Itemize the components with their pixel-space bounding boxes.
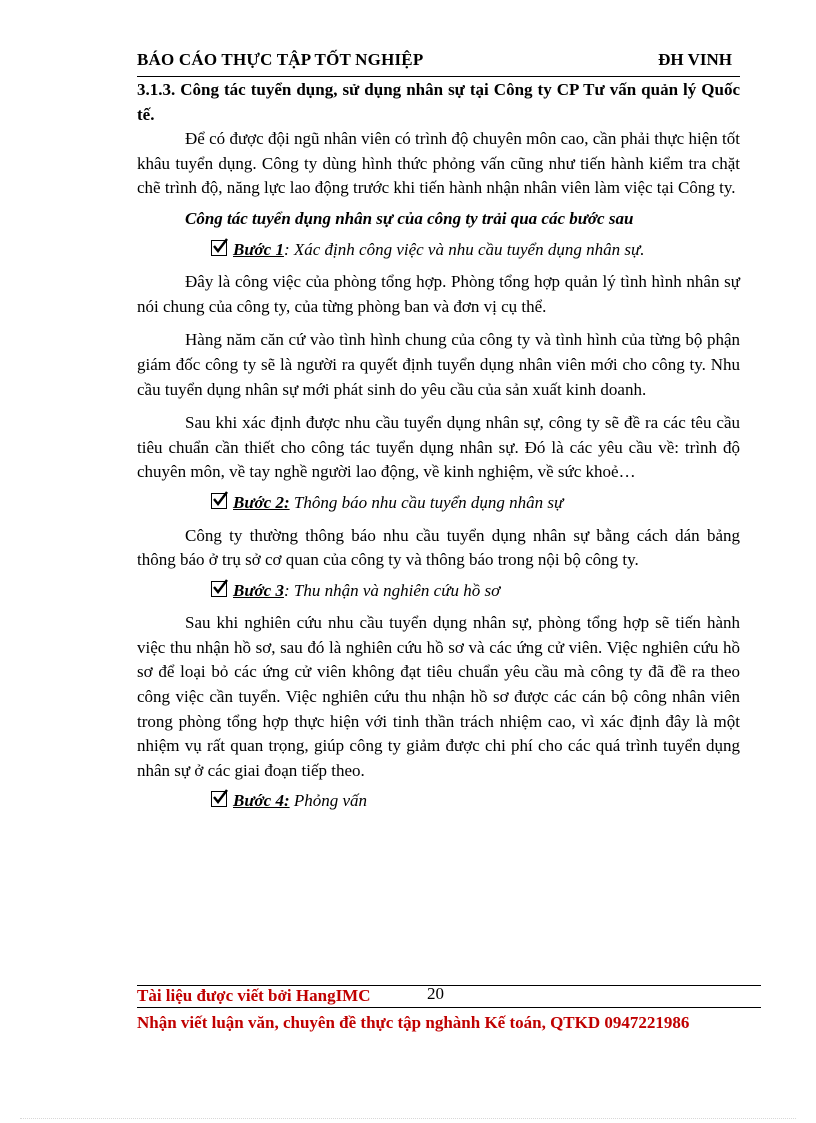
step-separator: : bbox=[283, 239, 290, 259]
steps-subtitle: Công tác tuyển dụng nhân sự của công ty trải qua các bước sau bbox=[185, 208, 634, 228]
paragraph: Đây là công việc của phòng tổng hợp. Phòng tổng hợp quản lý tình hình nhân sự nói chung của công ty, của từng phòng ban và đơn vị cụ thể. bbox=[137, 272, 740, 316]
section-title: 3.1.3. Công tác tuyển dụng, sử dụng nhân sự tại Công ty CP Tư vấn quản lý Quốc tế. bbox=[137, 80, 740, 124]
paragraph: Sau khi nghiên cứu nhu cầu tuyển dụng nhân sự, phòng tổng hợp sẽ tiến hành việc thu nhận hồ sơ, sau đó là nghiên cứu hồ sơ và các ứng cử viên. Việc nghiên cứu hồ sơ để loại bỏ các ứng cử viên không đạt tiêu chuẩn yêu cầu mà công ty đã đề ra theo công việc cần tuyển. Việc nghiên cứu thu nhận hồ sơ được các cán bộ công nhân viên trong phòng tổng hợp thực hiện với tinh thần trách nhiệm cao, vì xác định đây là một nhiệm vụ rất quan trọng, giúp công ty giảm được chi phí cho các quá trình tuyển dụng nhân sự ở các giai đoạn tiếp theo. bbox=[137, 613, 740, 780]
step-3-heading bbox=[137, 579, 740, 604]
step-text: Thu nhận và nghiên cứu hồ sơ bbox=[289, 580, 501, 600]
footer-advert: Nhận viết luận văn, chuyên đề thực tập nghành Kế toán, QTKD 0947221986 bbox=[137, 1013, 690, 1032]
step-4-heading bbox=[137, 789, 740, 814]
step-separator: : bbox=[283, 580, 290, 600]
report-title: BÁO CÁO THỰC TẬP TỐT NGHIỆP bbox=[137, 50, 424, 69]
footer-divider-bottom bbox=[137, 1007, 761, 1008]
step-label: Bước 1 bbox=[233, 239, 284, 259]
paragraph: Hàng năm căn cứ vào tình hình chung của công ty và tình hình của từng bộ phận giám đốc công ty sẽ là người ra quyết định tuyển dụng nhân viên mới cho công ty. Nhu cầu tuyển dụng nhân sự mới phát sinh do yêu cầu của sản xuất kinh doanh. bbox=[137, 330, 740, 399]
intro-paragraph: Để có được đội ngũ nhân viên có trình độ chuyên môn cao, cần phải thực hiện tốt khâu tuyển dụng. Công ty dùng hình thức phỏng vấn cũng như tiến hành kiểm tra chặt chẽ trình độ, năng lực lao động trước khi tiến hành nhận nhân viên làm việc tại Công ty. bbox=[137, 129, 740, 198]
page-header bbox=[137, 50, 740, 74]
header-divider bbox=[137, 76, 740, 77]
page-number: 20 bbox=[427, 984, 444, 1003]
step-label: Bước 3 bbox=[233, 580, 284, 600]
step-label: Bước 4: bbox=[233, 791, 290, 811]
checkbox-checked-icon bbox=[211, 581, 227, 597]
step-label: Bước 2: bbox=[233, 492, 290, 512]
document-body bbox=[137, 78, 740, 822]
step-2-heading bbox=[137, 491, 740, 516]
step-text: Thông báo nhu cầu tuyển dụng nhân sự bbox=[289, 492, 564, 512]
checkbox-checked-icon bbox=[211, 240, 227, 256]
step-1-heading bbox=[137, 238, 740, 263]
page-edge-dotted-line bbox=[20, 1118, 796, 1119]
paragraph: Công ty thường thông báo nhu cầu tuyển dụng nhân sự bằng cách dán bảng thông báo ở trụ sở cơ quan của công ty và thông báo trong nội bộ công ty. bbox=[137, 525, 740, 570]
step-text: Phỏng vấn bbox=[289, 791, 368, 811]
checkbox-checked-icon bbox=[211, 791, 227, 807]
paragraph: Sau khi xác định được nhu cầu tuyển dụng nhân sự, công ty sẽ đề ra các têu cầu tiêu chuẩn cần thiết cho công tác tuyển dụng nhân sự. Đó là các yêu cầu về: trình độ chuyên môn, về tay nghề người lao động, về kinh nghiệm, về sức khoẻ… bbox=[137, 413, 740, 482]
footer-author: Tài liệu được viết bởi HangIMC bbox=[137, 986, 371, 1005]
checkbox-checked-icon bbox=[211, 493, 227, 509]
step-text: Xác định công việc và nhu cầu tuyển dụng nhân sự. bbox=[289, 239, 645, 259]
university-name: ĐH VINH bbox=[658, 50, 732, 69]
